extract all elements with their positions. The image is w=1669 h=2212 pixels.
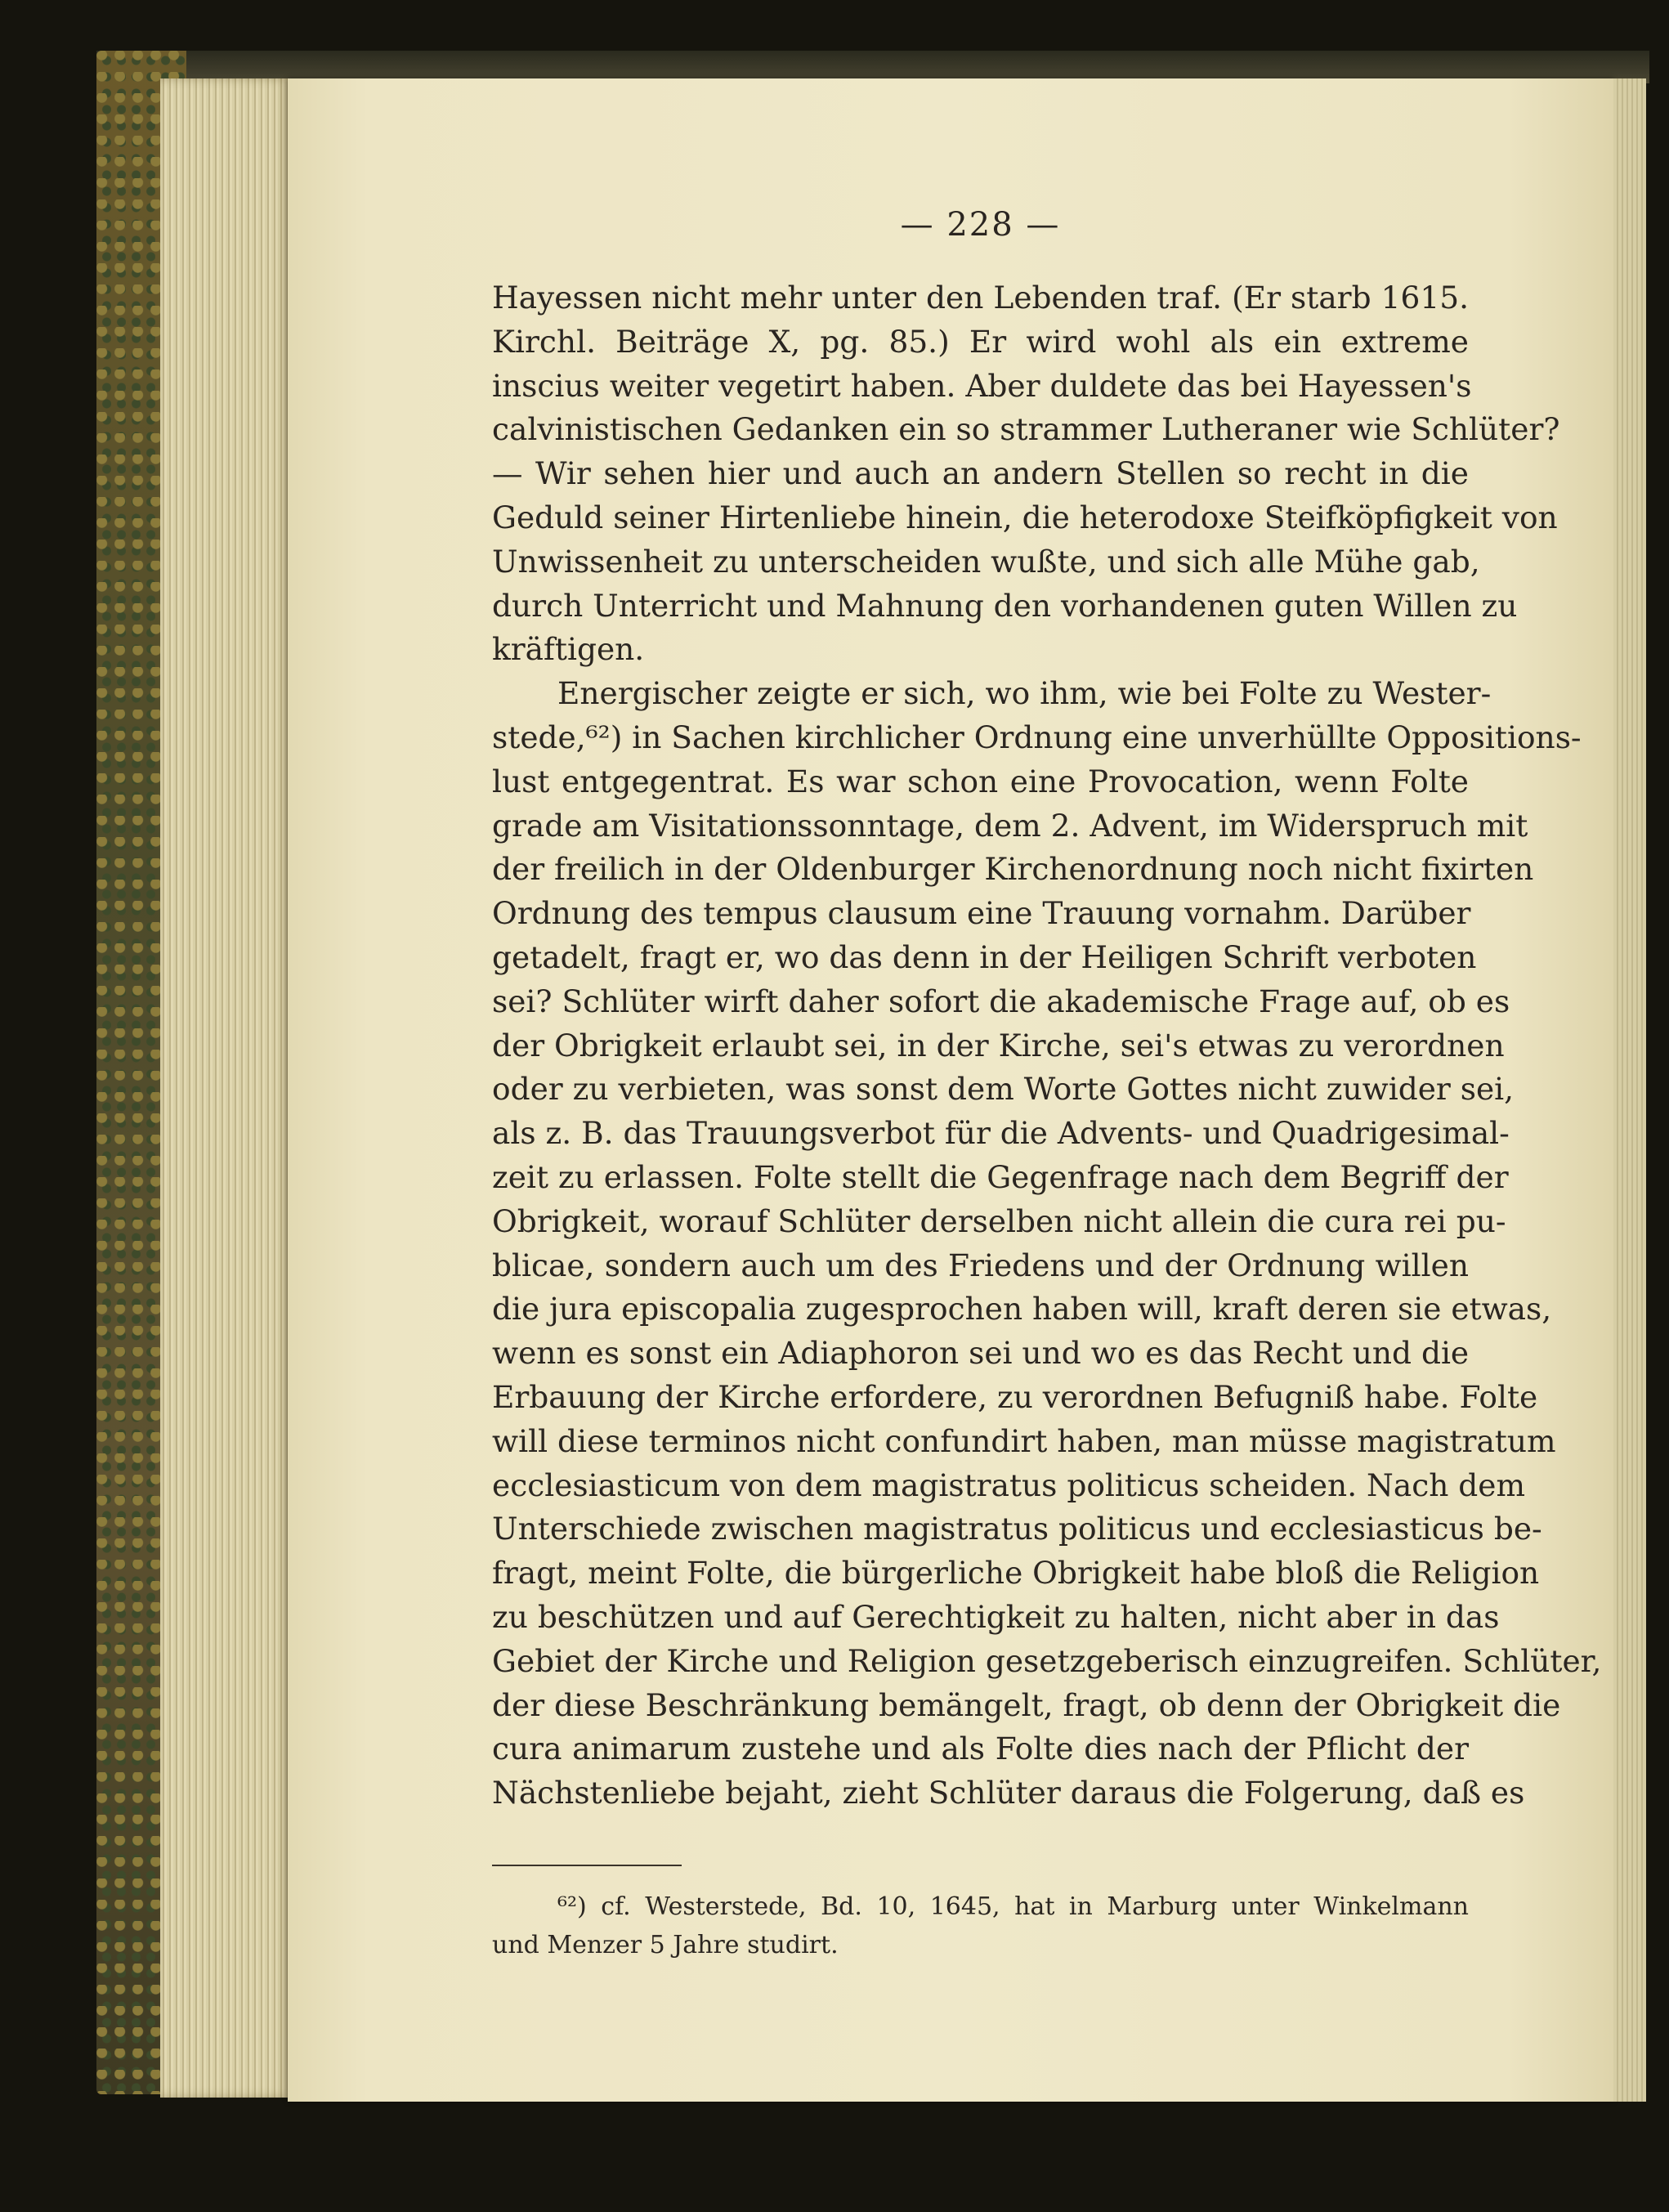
text-line: Ordnung des tempus clausum eine Trauung vornahm. Darüber (492, 895, 1471, 932)
text-line: der diese Beschränkung bemängelt, fragt, ob denn der Obrigkeit die (492, 1686, 1561, 1723)
text-line: getadelt, fragt er, wo das denn in der Heiligen Schrift verboten (492, 938, 1477, 975)
text-line: Erbauung der Kirche erfordere, zu verordnen Befugniß habe. Folte (492, 1378, 1538, 1415)
text-line: Gebiet der Kirche und Religion gesetzgeberisch einzugreifen. Schlüter, (492, 1642, 1602, 1679)
page-content (492, 204, 1602, 1964)
text-line: durch Unterricht und Mahnung den vorhandenen guten Willen zu (492, 587, 1518, 624)
text-line: inscius weiter vegetirt haben. Aber duldete das bei Hayessen's (492, 367, 1472, 404)
text-line: zu beschützen und auf Gerechtigkeit zu halten, nicht aber in das (492, 1598, 1500, 1635)
text-line: als z. B. das Trauungsverbot für die Advents- und Quadrigesimal- (492, 1115, 1510, 1152)
page-stack-right (1613, 78, 1646, 2102)
text-line: Geduld seiner Hirtenliebe hinein, die heterodoxe Steifköpfigkeit von (492, 499, 1558, 535)
text-line: will diese terminos nicht confundirt haben, man müsse magistratum (492, 1422, 1556, 1459)
text-line: fragt, meint Folte, die bürgerliche Obrigkeit habe bloß die Religion (492, 1555, 1540, 1592)
text-line: ecclesiasticum von dem magistratus politicus scheiden. Nach dem (492, 1466, 1526, 1503)
text-line: zeit zu erlassen. Folte stellt die Gegenfrage nach dem Begriff der (492, 1158, 1509, 1195)
text-line: — Wir sehen hier und auch an andern Stellen so recht in die (492, 455, 1469, 492)
text-line: Hayessen nicht mehr unter den Lebenden traf. (Er starb 1615. (492, 280, 1469, 316)
text-line: lust entgegentrat. Es war schon eine Provocation, wenn Folte (492, 763, 1469, 799)
text-line: cura animarum zustehe und als Folte dies nach der Pflicht der (492, 1731, 1469, 1767)
text-line: Kirchl. Beiträge X, pg. 85.) Er wird wohl als ein extreme (492, 323, 1469, 360)
page-number: — 228 — (900, 206, 1061, 244)
text-line: kräftigen. (492, 631, 645, 668)
text-line: der freilich in der Oldenburger Kirchenordnung noch nicht fixirten (492, 851, 1534, 888)
text-line: Energischer zeigte er sich, wo ihm, wie bei Folte zu Wester- (557, 675, 1492, 712)
footnote-rule (492, 1865, 682, 1866)
text-line: wenn es sonst ein Adiaphoron sei und wo es das Recht und die (492, 1335, 1470, 1372)
text-line: grade am Visitationssonntage, dem 2. Advent, im Widerspruch mit (492, 807, 1528, 844)
text-line: die jura episcopalia zugesprochen haben will, kraft deren sie etwas, (492, 1291, 1552, 1328)
text-line: sei? Schlüter wirft daher sofort die akademische Frage auf, ob es (492, 983, 1510, 1019)
text-line: Obrigkeit, worauf Schlüter derselben nicht allein die cura rei pu- (492, 1202, 1506, 1239)
text-line: Nächstenliebe bejaht, zieht Schlüter daraus die Folgerung, daß es (492, 1775, 1525, 1811)
text-line: calvinistischen Gedanken ein so strammer Lutheraner wie Schlüter? (492, 411, 1560, 448)
page-stack-left (160, 78, 291, 2098)
footnote (492, 1887, 1469, 1964)
footnote-line: ⁶²) cf. Westerstede, Bd. 10, 1645, hat in Marburg unter Winkelmann (557, 1892, 1469, 1921)
text-line: Unterschiede zwischen magistratus politicus und ecclesiasticus be- (492, 1511, 1542, 1547)
text-line: blicae, sondern auch um des Friedens und der Ordnung willen (492, 1247, 1469, 1283)
body-text (492, 276, 1602, 1816)
footnote-line: und Menzer 5 Jahre studirt. (492, 1930, 839, 1959)
text-line: oder zu verbieten, was sonst dem Worte Gottes nicht zuwider sei, (492, 1071, 1515, 1108)
text-line: Unwissenheit zu unterscheiden wußte, und sich alle Mühe gab, (492, 543, 1480, 580)
text-line: der Obrigkeit erlaubt sei, in der Kirche, sei's etwas zu verordnen (492, 1027, 1505, 1063)
text-line: stede,⁶²) in Sachen kirchlicher Ordnung eine unverhüllte Oppositions- (492, 719, 1582, 755)
